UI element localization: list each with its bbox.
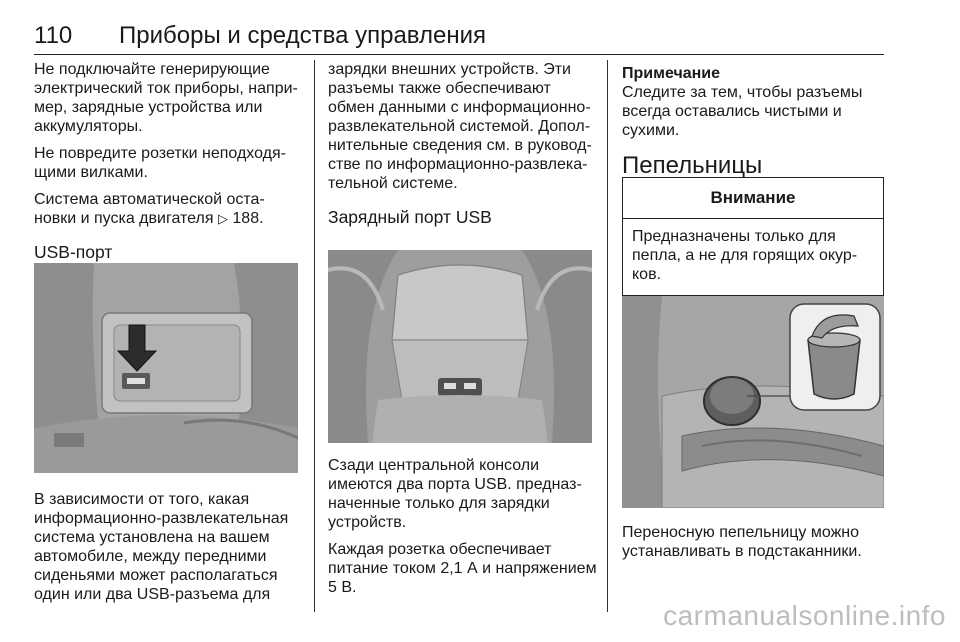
column-2-lower — [328, 456, 603, 605]
paragraph: Не повредите розетки неподходя- щими вилками. — [34, 145, 286, 181]
note-title: Примечание — [622, 65, 721, 82]
note-text: Следите за тем, чтобы разъемы всегда оставались чистыми и сухими. — [622, 84, 863, 139]
warning-text: Предназначены только для пепла, а не для горящих окур- ков. — [632, 228, 858, 283]
paragraph: Не подключайте генерирующие электрический ток приборы, напри- мер, зарядные устройства или аккумуляторы. — [34, 61, 298, 135]
section-heading: Пепельницы — [622, 152, 763, 179]
paragraph: Сзади центральной консоли имеются два порта USB. предназ- наченные только для зарядки устройств. — [328, 457, 582, 531]
column-1 — [34, 60, 304, 263]
ashtray-image — [622, 296, 884, 508]
usb-port-illustration — [34, 263, 298, 473]
warning-title: Внимание — [623, 178, 883, 219]
page-header — [34, 20, 884, 55]
page-number: 110 — [34, 22, 73, 49]
warning-box — [622, 177, 884, 296]
paragraph: зарядки внешних устройств. Эти разъемы также обеспечивают обмен данными с информационно- развлекательной системой. Допол- нительные сведения см. в руковод- стве по информационно-развлека- тельной системе. — [328, 61, 592, 192]
paragraph: Каждая розетка обеспечивает питание током 2,1 А и напряжением 5 В. — [328, 541, 597, 596]
usb-port-image — [34, 263, 298, 473]
column-2 — [328, 60, 598, 228]
reference-arrow-icon: ▷ — [217, 211, 228, 226]
usb-charging-port-image — [328, 250, 592, 443]
ashtray-illustration — [622, 296, 884, 508]
column-divider — [607, 60, 608, 612]
page-reference: 188. — [232, 210, 264, 227]
section-heading: Зарядный порт USB — [328, 207, 492, 227]
watermark: carmanualsonline.info — [663, 600, 946, 631]
paragraph: Переносную пепельницу можно устанавливать в подстаканники. — [622, 524, 862, 560]
section-heading: USB-порт — [34, 242, 113, 262]
usb-charging-port-illustration — [328, 250, 592, 443]
paragraph — [34, 190, 304, 228]
column-divider — [314, 60, 315, 612]
paragraph: В зависимости от того, какая информационно-развлекательная система установлена на вашем автомобиле, между передними сиденьями может располагаться один или два USB-разъема для — [34, 491, 289, 603]
page-title: Приборы и средства управления — [119, 22, 486, 49]
paragraph-text: Система автоматической оста- новки и пуска двигателя — [34, 191, 265, 227]
column-3 — [622, 64, 892, 180]
